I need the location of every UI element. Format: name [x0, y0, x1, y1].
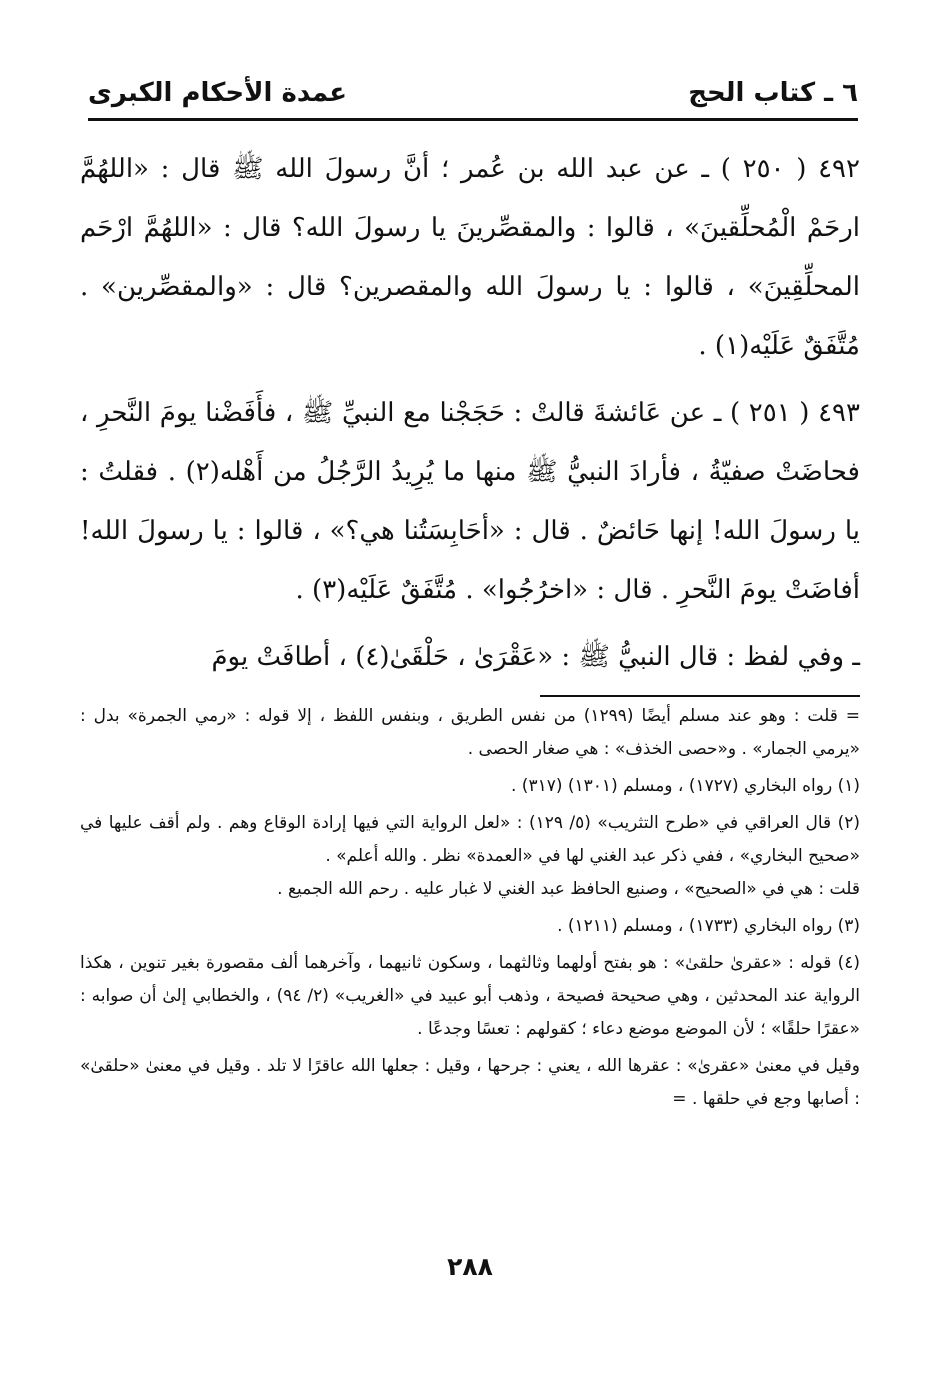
- footnotes: [80, 700, 860, 1116]
- hadith-492: ٤٩٢ ( ٢٥٠ ) ـ عن عبد الله بن عُمر ؛ أنَّ رسولَ الله ﷺ قال : «اللهُمَّ ارحَمْ الْمُحلِّقينَ» ، قالوا : والمقصِّرينَ يا رسولَ الله؟ قال : «اللهُمَّ ارْحَم المحلِّقِينَ» ، قالوا : يا رسولَ الله والمقصرين؟ قال : «والمقصِّرين» . مُتَّفَقٌ عَلَيْه(١) .: [80, 154, 860, 361]
- footnote-4: (٤) قوله : «عقرىٰ حلقىٰ» : هو بفتح أولهما وثالثهما ، وسكون ثانيهما ، وآخرهما ألف مقصورة بغير تنوين ، هكذا الرواية عند المحدثين ، وهي صحيحة فصيحة ، وذهب أبو عبيد في «الغريب» (٢/ ٩٤) ، والخطابي إلىٰ أن صوابه : «عقرًا حلقًا» ؛ لأن الموضع موضع دعاء ؛ كقولهم : تعسًا وجدعًا .: [80, 953, 860, 1039]
- hadith-493: ٤٩٣ ( ٢٥١ ) ـ عن عَائشةَ قالتْ : حَجَجْنا مع النبيِّ ﷺ ، فأَفَضْنا يومَ النَّحرِ ، فحاضَتْ صفيّةُ ، فأرادَ النبيُّ ﷺ منها ما يُرِيدُ الرَّجُلُ من أَهْله(٢) . فقلتُ : يا رسولَ الله! إنها حَائضٌ . قال : «أحَابِسَتُنا هي؟» ، قالوا : يا رسولَ الله! أفاضَتْ يومَ النَّحرِ . قال : «اخرُجُوا» . مُتَّفَقٌ عَلَيْه(٣) .: [80, 398, 860, 605]
- page-number: ٢٨٨: [447, 1252, 493, 1281]
- book-title: عمدة الأحكام الكبرى: [88, 78, 348, 108]
- header-divider: [88, 118, 858, 121]
- hadith-493-variant: ـ وفي لفظ : قال النبيُّ ﷺ : «عَقْرَىٰ ، حَلْقَىٰ(٤) ، أطافَتْ يومَ: [211, 642, 860, 672]
- main-text: [80, 140, 860, 695]
- running-header: [88, 78, 858, 116]
- footnote-2: (٢) قال العراقي في «طرح التثريب» (٥/ ١٢٩) : «لعل الرواية التي فيها إرادة الوقاع وهم . ولم أقف عليها في «صحيح البخاري» ، ففي ذكر عبد الغني لها في «العمدة» نظر . والله أعلم» .: [80, 813, 860, 866]
- footnote-3: (٣) رواه البخاري (١٧٣٣) ، ومسلم (١٢١١) .: [557, 916, 860, 936]
- footnote-1: (١) رواه البخاري (١٧٢٧) ، ومسلم (١٣٠١) (٣١٧) .: [511, 776, 860, 796]
- footnote-2-remark: قلت : هي في «الصحيح» ، وصنيع الحافظ عبد الغني لا غبار عليه . رحم الله الجميع .: [277, 879, 860, 899]
- chapter-title: ٦ ـ كتاب الحج: [688, 78, 858, 108]
- footnote-4-meaning: وقيل في معنىٰ «عقرىٰ» : عقرها الله ، يعني : جرحها ، وقيل : جعلها الله عاقرًا لا تلد . وقيل في معنىٰ «حلقىٰ» : أصابها وجع في حلقها . =: [80, 1056, 860, 1109]
- footnote-divider: [540, 695, 860, 697]
- footnote-continued: = قلت : وهو عند مسلم أيضًا (١٢٩٩) من نفس الطريق ، وبنفس اللفظ ، إلا قوله : «رمي الجمرة» بدل : «يرمي الجمار» . و«حصى الخذف» : هي صغار الحصى .: [80, 706, 861, 759]
